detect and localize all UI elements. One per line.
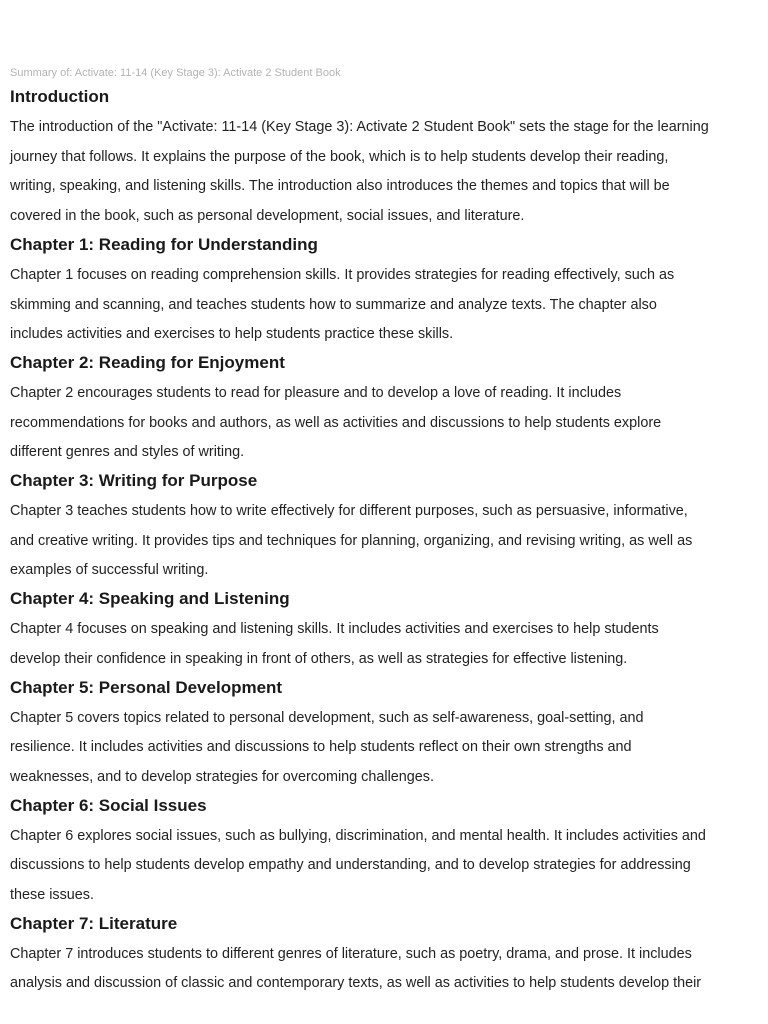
section-chapter-2-reading-for-enjoyment [10,350,762,468]
body-line: and creative writing. It provides tips and techniques for planning, organizing, and revising writing, as well as [10,532,693,549]
section-heading: Introduction [10,87,110,106]
body-line: Chapter 7 introduces students to different genres of literature, such as poetry, drama, and prose. It includes [10,945,692,962]
body-line: Chapter 4 focuses on speaking and listening skills. It includes activities and exercises to help students [10,621,659,638]
section-chapter-4-speaking-and-listening [10,586,762,674]
section-heading: Chapter 6: Social Issues [10,795,207,815]
body-line: The introduction of the "Activate: 11-14 (Key Stage 3): Activate 2 Student Book" sets the stage for the learning [10,119,709,135]
section-chapter-3-writing-for-purpose [10,468,762,586]
body-line: includes activities and exercises to help students practice these skills. [10,326,454,343]
body-line: different genres and styles of writing. [10,444,245,461]
section-body [10,261,762,350]
body-line: examples of successful writing. [10,562,209,579]
body-line: Chapter 2 encourages students to read for pleasure and to develop a love of reading. It includes [10,384,622,401]
section-chapter-1-reading-for-understanding [10,232,762,350]
section-chapter-5-personal-development [10,675,762,793]
section-heading: Chapter 1: Reading for Understanding [10,234,318,254]
body-line: these issues. [10,887,94,904]
body-line: journey that follows. It explains the purpose of the book, which is to help students develop their reading, [10,148,669,165]
body-line: Chapter 3 teaches students how to write effectively for different purposes, such as persuasive, informative, [10,503,688,520]
section-heading: Chapter 3: Writing for Purpose [10,471,258,491]
body-line: skimming and scanning, and teaches students how to summarize and analyze texts. The chapter also [10,296,657,313]
section-heading: Chapter 7: Literature [10,913,178,933]
section-body [10,940,762,999]
body-line: Chapter 5 covers topics related to personal development, such as self-awareness, goal-setting, and [10,709,644,726]
body-line: discussions to help students develop empathy and understanding, and to develop strategies for addressing [10,857,691,874]
section-heading: Chapter 2: Reading for Enjoyment [10,352,285,372]
body-line: develop their confidence in speaking in front of others, as well as strategies for effective listening. [10,650,628,667]
body-line: weaknesses, and to develop strategies for overcoming challenges. [10,768,434,785]
body-line: recommendations for books and authors, as well as activities and discussions to help students explore [10,414,662,431]
body-line: covered in the book, such as personal development, social issues, and literature. [10,208,525,225]
section-body [10,704,762,793]
body-line: resilience. It includes activities and discussions to help students reflect on their own strengths and [10,739,632,756]
section-chapter-7-literature [10,911,762,999]
section-heading: Chapter 4: Speaking and Listening [10,589,290,609]
body-line: writing, speaking, and listening skills. The introduction also introduces the themes and topics that will be [10,178,670,195]
section-heading: Chapter 5: Personal Development [10,677,283,697]
section-body [10,497,762,586]
section-chapter-6-social-issues [10,793,762,911]
body-line: Chapter 1 focuses on reading comprehension skills. It provides strategies for reading effectively, such as [10,266,675,283]
section-body [10,822,762,911]
section-body [10,615,762,674]
section-introduction [10,84,762,232]
document-page [10,66,762,999]
body-line: Chapter 6 explores social issues, such as bullying, discrimination, and mental health. It includes activities and [10,827,706,844]
body-line: analysis and discussion of classic and contemporary texts, as well as activities to help students develop their [10,975,702,992]
section-body [10,379,762,468]
sections-container [10,84,762,999]
document-header: Summary of: Activate: 11-14 (Key Stage 3): Activate 2 Student Book [10,67,341,79]
section-body [10,113,762,232]
